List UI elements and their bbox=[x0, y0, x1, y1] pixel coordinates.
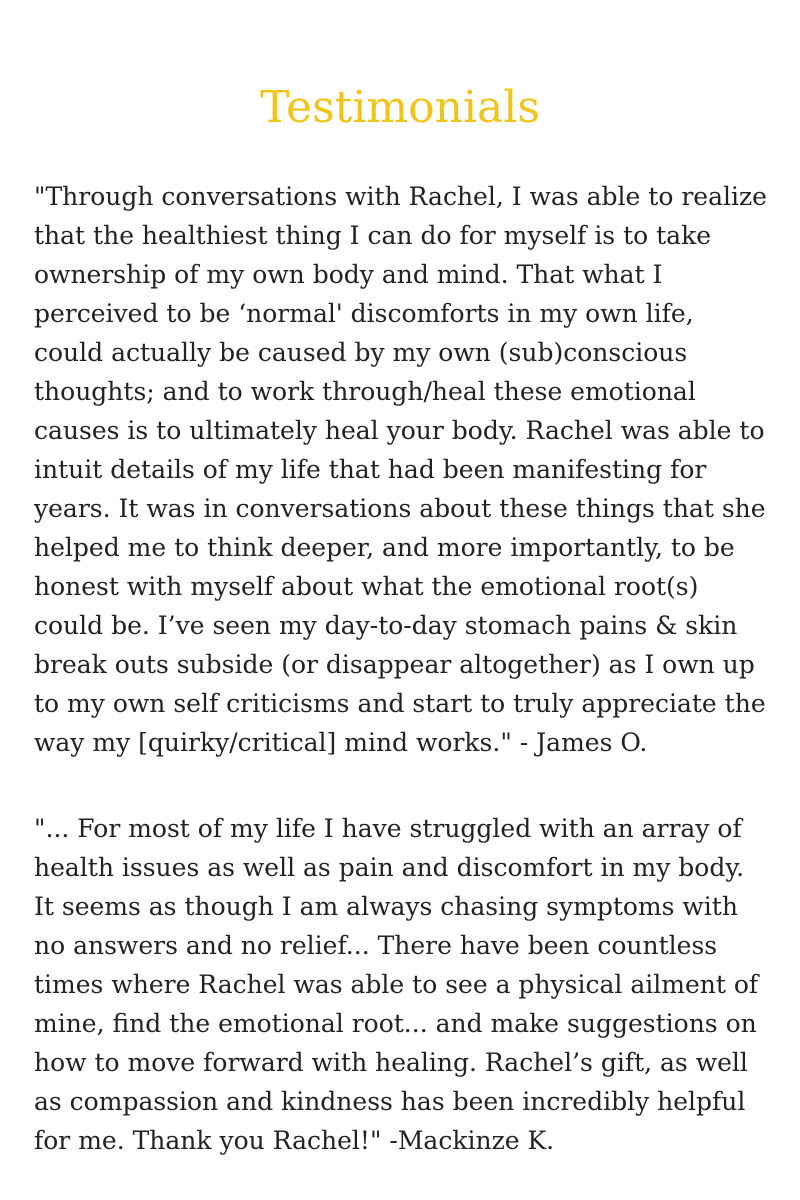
testimonial-james: "Through conversations with Rachel, I was able to realize that the healthiest thing I can do for myself is to take ownership of my own body and mind. That what I perceived to be ‘normal' discomforts in my own life, could actually be caused by my own (sub)conscious thoughts; and to work through/heal these emotional causes is to ultimately heal your body. Rachel was able to intuit details of my life that had been manifesting for years. It was in conversations about these things that she helped me to think deeper, and more importantly, to be honest with myself about what the emotional root(s) could be. I’ve seen my day-to-day stomach pains & skin break outs subside (or disappear altogether) as I own up to my own self criticisms and start to truly appreciate the way my [quirky/critical] mind works." - James O. bbox=[34, 182, 767, 757]
page-title: Testimonials bbox=[260, 82, 540, 133]
testimonial-mackinze: "... For most of my life I have struggled with an array of health issues as well as pain and discomfort in my body. It seems as though I am always chasing symptoms with no answers and no relief... There have been countless times where Rachel was able to see a physical ailment of mine, find the emotional root... and make suggestions on how to move forward with healing. Rachel’s gift, as well as compassion and kindness has been incredibly helpful for me. Thank you Rachel!" -Mackinze K. bbox=[34, 814, 759, 1155]
